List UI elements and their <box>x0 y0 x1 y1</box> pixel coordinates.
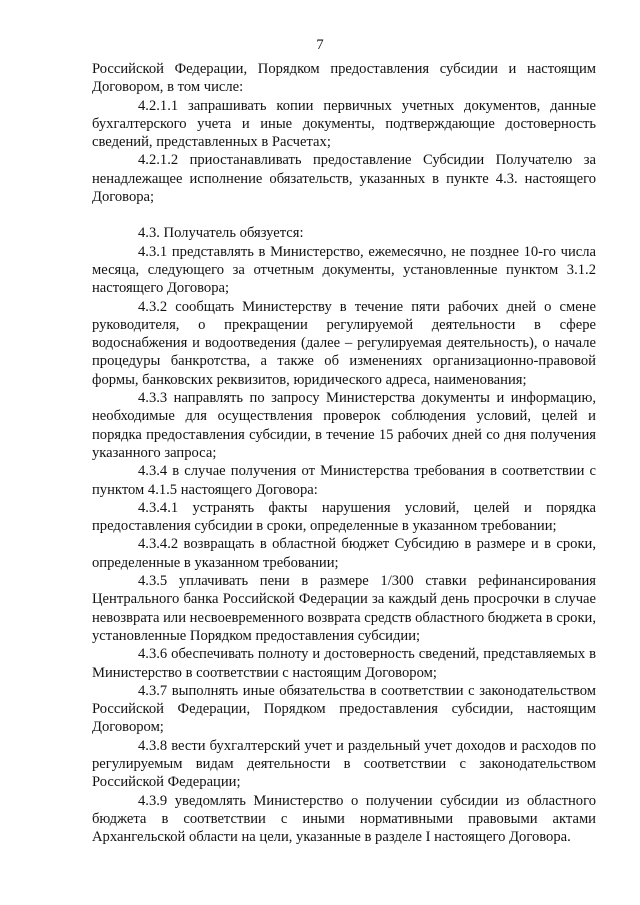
paragraph: 4.3.2 сообщать Министерству в течение пяти рабочих дней о смене руководителя, о прекращении регулируемой деятельности в сфере водоснабжения и водоотведения (далее – регулируемая деятельность), о начале процедуры банкротства, а также об изменениях организационно-правовой формы, банковских реквизитов, юридического адреса, наименования; <box>92 298 596 388</box>
section-heading: 4.3. Получатель обязуется: <box>138 225 304 242</box>
paragraph: 4.3.4.2 возвращать в областной бюджет Субсидию в размере и в сроки, определенные в указанном требовании; <box>92 536 596 571</box>
paragraph: 4.3.3 направлять по запросу Министерства документы и информацию, необходимые для осуществления проверок соблюдения условий, целей и порядка предоставления субсидии, в течение 15 рабочих дней со дня получения указанного запроса; <box>92 390 596 461</box>
paragraph: 4.3.4 в случае получения от Министерства требования в соответствии с пунктом 4.1.5 настоящего Договора: <box>92 463 596 498</box>
paragraph-gap <box>92 206 596 224</box>
paragraph: 4.2.1.1 запрашивать копии первичных учетных документов, данные бухгалтерского учета и иные документы, подтверждающие достоверность сведений, представленных в Расчетах; <box>92 97 596 151</box>
paragraph: 4.2.1.2 приостанавливать предоставление Субсидии Получателю за ненадлежащее исполнение обязательств, указанных в пункте 4.3. настоящего Договора; <box>92 152 596 206</box>
paragraph: 4.3.7 выполнять иные обязательства в соответствии с законодательством Российской Федерации, Порядком предоставления субсидии, настоящим Договором; <box>92 682 596 736</box>
paragraph: 4.3.6 обеспечивать полноту и достоверность сведений, представляемых в Министерство в соответствии с настоящим Договором; <box>92 646 596 681</box>
page-number: 7 <box>316 37 324 53</box>
paragraph: 4.3.5 уплачивать пени в размере 1/300 ставки рефинансирования Центрального банка Российской Федерации за каждый день просрочки в случае невозврата или несвоевременного возврата средств областного бюджета в сроки, установленные Порядком предоставления субсидии; <box>92 573 596 644</box>
paragraph: Российской Федерации, Порядком предоставления субсидии и настоящим Договором, в том числе: <box>92 61 596 96</box>
paragraph: 4.3.1 представлять в Министерство, ежемесячно, не позднее 10-го числа месяца, следующего за отчетным документы, установленные пунктом 3.1.2 настоящего Договора; <box>92 243 596 297</box>
document-body <box>92 60 596 846</box>
paragraph: 4.3.4.1 устранять факты нарушения условий, целей и порядка предоставления субсидии в сроки, определенные в указанном требовании; <box>92 499 596 535</box>
paragraph: 4.3.8 вести бухгалтерский учет и раздельный учет доходов и расходов по регулируемым видам деятельности в соответствии с законодательством Российской Федерации; <box>92 737 596 791</box>
paragraph: 4.3.9 уведомлять Министерство о получении субсидии из областного бюджета в соответствии с иными нормативными правовыми актами Архангельской области на цели, указанные в разделе I настоящего Договора. <box>92 792 596 846</box>
